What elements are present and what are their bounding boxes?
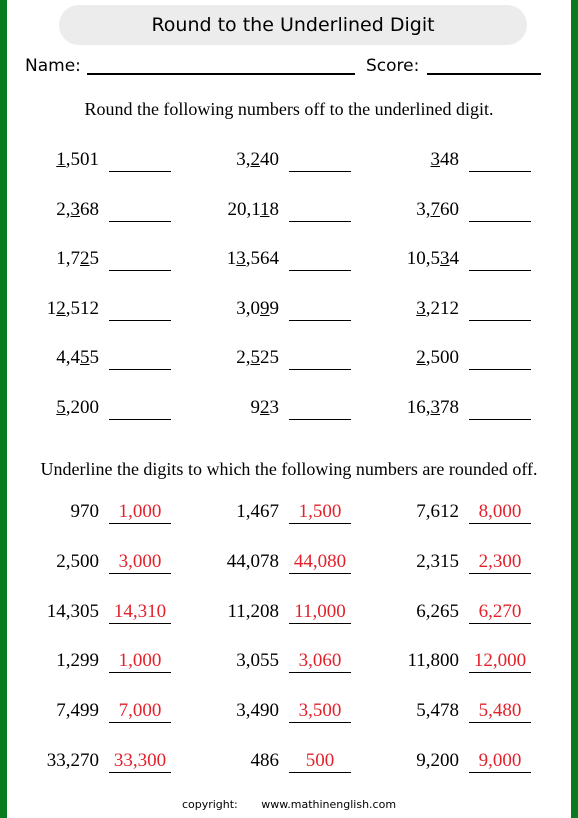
round-problem bbox=[361, 345, 531, 375]
number-prefix: 1,7 bbox=[56, 248, 80, 270]
number-suffix: 78 bbox=[440, 397, 459, 418]
underlined-digit: 5 bbox=[56, 397, 66, 418]
number-suffix: ,500 bbox=[425, 347, 459, 369]
number-prefix: 3, bbox=[416, 198, 431, 220]
underlined-digit: 3 bbox=[430, 397, 440, 418]
original-number: 7,612 bbox=[416, 501, 459, 522]
problem-number bbox=[431, 149, 460, 171]
answer-line[interactable] bbox=[469, 523, 531, 524]
answer-line[interactable] bbox=[109, 573, 171, 574]
rounded-answer: 7,000 bbox=[118, 700, 162, 722]
rounded-answer: 5,480 bbox=[478, 700, 522, 722]
number-suffix: ,512 bbox=[65, 297, 99, 319]
answer-blank[interactable] bbox=[289, 270, 351, 271]
original-number: 5,478 bbox=[416, 700, 459, 722]
underlined-digit: 2 bbox=[80, 248, 90, 270]
rounded-problem bbox=[1, 499, 171, 529]
answer-blank[interactable] bbox=[109, 419, 171, 420]
number-prefix: 9 bbox=[250, 397, 260, 418]
number-suffix: 48 bbox=[440, 149, 459, 170]
number-prefix: 20,1 bbox=[227, 198, 260, 220]
rounded-answer: 1,500 bbox=[298, 501, 342, 522]
round-problem bbox=[181, 345, 351, 375]
answer-line[interactable] bbox=[289, 623, 351, 624]
problem-number bbox=[227, 248, 279, 270]
round-problem bbox=[361, 296, 531, 326]
answer-line[interactable] bbox=[469, 672, 531, 673]
problem-number bbox=[56, 248, 99, 270]
round-problem bbox=[1, 246, 171, 276]
underlined-digit: 3 bbox=[440, 248, 450, 270]
name-score-row bbox=[25, 52, 555, 80]
rounded-problem bbox=[1, 599, 171, 629]
original-number: 1,299 bbox=[56, 650, 99, 672]
underlined-digit: 1 bbox=[56, 149, 66, 170]
rounded-problem bbox=[1, 698, 171, 728]
round-problem bbox=[181, 147, 351, 177]
score-label: Score: bbox=[366, 56, 420, 76]
round-problem bbox=[1, 296, 171, 326]
rounded-answer: 9,000 bbox=[478, 750, 522, 771]
number-prefix: 2, bbox=[56, 198, 71, 220]
round-problem bbox=[1, 395, 171, 425]
original-number: 2,315 bbox=[416, 550, 459, 572]
original-number: 33,270 bbox=[46, 750, 99, 771]
answer-blank[interactable] bbox=[469, 369, 531, 370]
rounded-answer: 11,000 bbox=[294, 600, 346, 622]
answer-line[interactable] bbox=[469, 573, 531, 574]
rounded-problem bbox=[361, 648, 531, 678]
answer-blank[interactable] bbox=[469, 171, 531, 172]
underlined-digit: 3 bbox=[70, 198, 80, 220]
answer-blank[interactable] bbox=[289, 171, 351, 172]
number-prefix: 3,0 bbox=[236, 297, 260, 319]
number-prefix: 1 bbox=[46, 297, 57, 319]
rounded-problem bbox=[181, 698, 351, 728]
answer-blank[interactable] bbox=[109, 221, 171, 222]
original-number: 1,467 bbox=[236, 501, 279, 522]
underlined-digit: 1 bbox=[260, 198, 270, 220]
problem-number bbox=[56, 397, 99, 419]
answer-blank[interactable] bbox=[289, 221, 351, 222]
round-problem bbox=[1, 345, 171, 375]
underlined-digit: 2 bbox=[250, 149, 260, 170]
original-number: 14,305 bbox=[46, 600, 99, 622]
rounded-problem bbox=[1, 549, 171, 579]
rounded-problem bbox=[181, 599, 351, 629]
problem-number bbox=[251, 397, 280, 419]
answer-blank[interactable] bbox=[469, 419, 531, 420]
answer-line[interactable] bbox=[109, 672, 171, 673]
answer-blank[interactable] bbox=[289, 320, 351, 321]
underlined-digit: 3 bbox=[430, 149, 440, 170]
rounded-problem bbox=[361, 549, 531, 579]
original-number: 9,200 bbox=[416, 750, 459, 771]
underlined-digit: 2 bbox=[260, 397, 270, 418]
answer-line[interactable] bbox=[469, 772, 531, 773]
answer-line[interactable] bbox=[109, 722, 171, 723]
rounded-problem bbox=[181, 748, 351, 778]
original-number: 3,055 bbox=[236, 650, 279, 672]
round-problem bbox=[361, 246, 531, 276]
problem-number bbox=[407, 248, 459, 270]
name-label: Name: bbox=[25, 56, 81, 76]
problem-number bbox=[407, 397, 459, 419]
underlined-digit: 2 bbox=[416, 347, 426, 369]
rounded-problem bbox=[181, 648, 351, 678]
rounded-answer: 14,310 bbox=[113, 600, 167, 622]
number-suffix: 68 bbox=[80, 198, 99, 220]
underlined-digit: 9 bbox=[260, 297, 270, 319]
number-suffix: 60 bbox=[440, 198, 459, 220]
round-problem bbox=[361, 147, 531, 177]
rounded-answer: 6,270 bbox=[478, 600, 522, 622]
problem-number bbox=[227, 199, 279, 221]
worksheet bbox=[7, 0, 571, 818]
answer-line[interactable] bbox=[289, 523, 351, 524]
round-problem bbox=[181, 395, 351, 425]
section1-instruction: Round the following numbers off to the underlined digit. bbox=[84, 99, 494, 119]
rounded-problem bbox=[1, 748, 171, 778]
number-suffix: ,501 bbox=[65, 149, 99, 170]
number-suffix: 25 bbox=[260, 347, 279, 369]
number-suffix: ,200 bbox=[65, 397, 99, 418]
problem-number bbox=[416, 199, 459, 221]
answer-line[interactable] bbox=[289, 722, 351, 723]
number-suffix: 8 bbox=[269, 198, 279, 220]
problem-number bbox=[236, 149, 279, 171]
problem-number bbox=[56, 149, 99, 171]
round-problem bbox=[1, 197, 171, 227]
number-suffix: 5 bbox=[89, 347, 99, 369]
rounded-answer: 3,500 bbox=[298, 700, 342, 722]
rounded-problem bbox=[181, 549, 351, 579]
rounded-answer: 3,000 bbox=[118, 550, 162, 572]
underlined-digit: 2 bbox=[56, 297, 66, 319]
section2-instruction: Underline the digits to which the following numbers are rounded off. bbox=[40, 459, 538, 479]
score-field[interactable] bbox=[427, 73, 541, 75]
answer-line[interactable] bbox=[289, 672, 351, 673]
underlined-digit: 3 bbox=[416, 297, 426, 319]
round-problem bbox=[181, 296, 351, 326]
rounded-problem bbox=[361, 499, 531, 529]
answer-blank[interactable] bbox=[109, 369, 171, 370]
answer-line[interactable] bbox=[109, 523, 171, 524]
rounded-answer: 1,000 bbox=[118, 650, 162, 672]
rounded-answer: 1,000 bbox=[118, 501, 162, 522]
original-number: 7,499 bbox=[56, 700, 99, 722]
answer-blank[interactable] bbox=[469, 320, 531, 321]
number-prefix: 16, bbox=[406, 397, 431, 418]
answer-blank[interactable] bbox=[469, 270, 531, 271]
problem-number bbox=[56, 199, 99, 221]
original-number: 486 bbox=[250, 750, 279, 771]
number-suffix: 40 bbox=[260, 149, 279, 170]
number-prefix: 10,5 bbox=[406, 248, 440, 270]
answer-line[interactable] bbox=[109, 623, 171, 624]
underlined-digit: 3 bbox=[236, 248, 246, 270]
answer-line[interactable] bbox=[289, 772, 351, 773]
answer-blank[interactable] bbox=[289, 419, 351, 420]
footer bbox=[7, 798, 571, 811]
round-problem bbox=[181, 246, 351, 276]
worksheet-title: Round to the Underlined Digit bbox=[59, 5, 527, 45]
number-suffix: 3 bbox=[269, 397, 279, 418]
number-suffix: 9 bbox=[269, 297, 279, 319]
number-prefix: 2, bbox=[236, 347, 251, 369]
number-suffix: 5 bbox=[89, 248, 99, 270]
answer-blank[interactable] bbox=[109, 171, 171, 172]
answer-blank[interactable] bbox=[469, 221, 531, 222]
rounded-answer: 2,300 bbox=[478, 550, 522, 572]
original-number: 6,265 bbox=[416, 600, 459, 622]
number-suffix: 4 bbox=[449, 248, 459, 270]
number-suffix: ,212 bbox=[425, 297, 459, 319]
rounded-problem bbox=[361, 599, 531, 629]
rounded-answer: 500 bbox=[305, 750, 335, 771]
problem-number bbox=[47, 298, 99, 320]
name-field[interactable] bbox=[87, 73, 355, 75]
rounded-answer: 3,060 bbox=[298, 650, 342, 672]
rounded-problem bbox=[181, 499, 351, 529]
answer-line[interactable] bbox=[109, 772, 171, 773]
rounded-answer: 8,000 bbox=[478, 501, 522, 522]
original-number: 11,208 bbox=[227, 600, 279, 622]
answer-line[interactable] bbox=[469, 722, 531, 723]
problem-number bbox=[416, 298, 459, 320]
answer-blank[interactable] bbox=[109, 320, 171, 321]
round-problem bbox=[1, 147, 171, 177]
original-number: 2,500 bbox=[56, 550, 99, 572]
original-number: 3,490 bbox=[236, 700, 279, 722]
problem-number bbox=[236, 298, 279, 320]
problem-number bbox=[416, 347, 459, 369]
problem-number bbox=[236, 347, 279, 369]
rounded-problem bbox=[361, 698, 531, 728]
rounded-answer: 33,300 bbox=[113, 750, 167, 771]
number-prefix: 4,4 bbox=[56, 347, 80, 369]
copyright-label: copyright: bbox=[181, 798, 238, 811]
rounded-answer: 12,000 bbox=[473, 650, 527, 672]
original-number: 970 bbox=[70, 501, 99, 522]
answer-blank[interactable] bbox=[289, 369, 351, 370]
answer-blank[interactable] bbox=[109, 270, 171, 271]
number-prefix: 3, bbox=[236, 149, 251, 170]
round-problem bbox=[181, 197, 351, 227]
original-number: 44,078 bbox=[226, 550, 279, 572]
underlined-digit: 5 bbox=[250, 347, 260, 369]
rounded-problem bbox=[1, 648, 171, 678]
answer-line[interactable] bbox=[289, 573, 351, 574]
problem-number bbox=[56, 347, 99, 369]
original-number: 11,800 bbox=[407, 650, 459, 672]
answer-line[interactable] bbox=[469, 623, 531, 624]
underlined-digit: 7 bbox=[430, 198, 440, 220]
round-problem bbox=[361, 395, 531, 425]
underlined-digit: 5 bbox=[80, 347, 90, 369]
rounded-problem bbox=[361, 748, 531, 778]
number-suffix: ,564 bbox=[245, 248, 279, 270]
website-link[interactable]: www.mathinenglish.com bbox=[261, 798, 397, 811]
round-problem bbox=[361, 197, 531, 227]
number-prefix: 1 bbox=[226, 248, 237, 270]
rounded-answer: 44,080 bbox=[293, 550, 347, 572]
